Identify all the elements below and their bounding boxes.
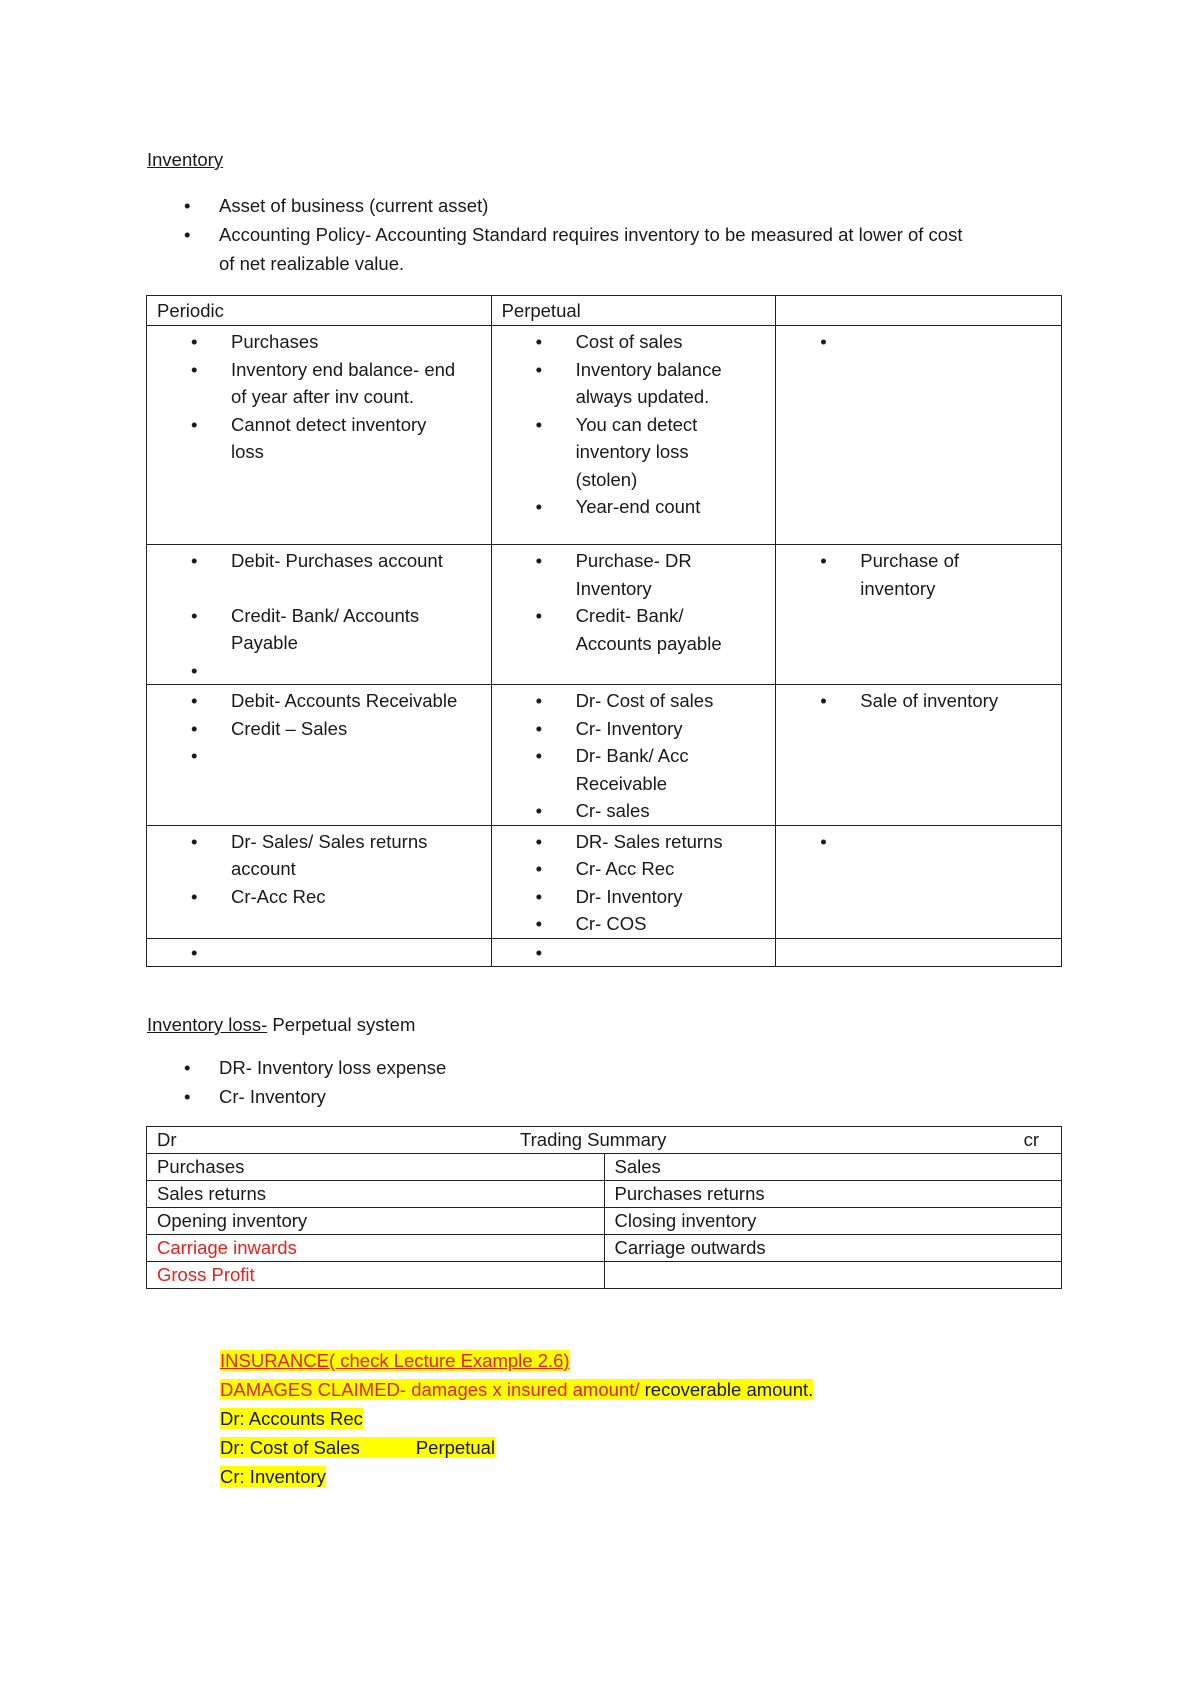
- bullet-icon: •: [820, 690, 827, 711]
- bullet-icon: •: [535, 941, 543, 963]
- bullet-icon: •: [535, 413, 543, 435]
- table-header-cell: Periodic: [147, 296, 492, 326]
- bullet-icon: •: [191, 550, 198, 571]
- bullet-icon: •: [535, 605, 543, 626]
- bullet-icon: •: [191, 413, 198, 435]
- perpetual-cell: • Purchase- DR Inventory • Credit- Bank/ Accounts payable: [491, 545, 776, 685]
- bullet-icon: •: [535, 496, 543, 517]
- bullet-icon: •: [191, 659, 198, 681]
- table-header-cell: [776, 296, 1062, 326]
- perpetual-cell: [491, 938, 776, 967]
- heading-inventory: Inventory: [147, 149, 224, 170]
- bullet-icon: •: [191, 745, 198, 766]
- list-item: • DR- Inventory loss expense: [147, 1053, 446, 1082]
- table-row: Gross Profit: [147, 1262, 1062, 1289]
- bullet-icon: •: [184, 224, 191, 245]
- note-cell: • Sale of inventory: [776, 685, 1062, 826]
- loss-bullet-list: [147, 1053, 446, 1111]
- perpetual-cell: • DR- Sales returns • Cr- Acc Rec • Dr- Inventory • Cr- COS: [491, 825, 776, 938]
- note-cell: • Purchase of inventory: [776, 545, 1062, 685]
- list-item: • Asset of business (current asset): [147, 191, 963, 220]
- bullet-icon: •: [191, 690, 198, 711]
- table-row: Carriage inwards Carriage outwards: [147, 1235, 1062, 1262]
- bullet-icon: •: [184, 1057, 191, 1078]
- note-cell: [776, 825, 1062, 938]
- table-row: [147, 545, 1062, 685]
- bullet-icon: •: [535, 358, 543, 380]
- bullet-icon: •: [535, 885, 543, 907]
- dr-label: Dr: [157, 1129, 177, 1150]
- bullet-icon: •: [535, 858, 543, 879]
- cr-label: cr: [1023, 1129, 1039, 1150]
- bullet-icon: •: [191, 830, 198, 852]
- periodic-cell: • Debit- Purchases account • Credit- Bank/ Accounts Payable •: [147, 545, 492, 685]
- table-header-cell: Perpetual: [491, 296, 776, 326]
- table-row: Opening inventory Closing inventory: [147, 1208, 1062, 1235]
- intro-bullet-list: [147, 191, 963, 278]
- bullet-icon: •: [535, 550, 543, 571]
- periodic-cell: • Dr- Sales/ Sales returns account • Cr-Acc Rec: [147, 825, 492, 938]
- table-row: [147, 326, 1062, 545]
- note-cell: [776, 326, 1062, 545]
- table-row: [147, 825, 1062, 938]
- table-row: Sales returns Purchases returns: [147, 1181, 1062, 1208]
- bullet-icon: •: [535, 800, 543, 821]
- table-row: Purchases Sales: [147, 1154, 1062, 1181]
- dr-accounts-rec-line: Dr: Accounts Rec: [220, 1408, 363, 1429]
- list-item: • Accounting Policy- Accounting Standard requires inventory to be measured at lower of cost: [147, 220, 963, 249]
- periodic-cell: • Debit- Accounts Receivable • Credit – Sales •: [147, 685, 492, 826]
- bullet-icon: •: [191, 604, 198, 626]
- bullet-icon: •: [191, 885, 198, 907]
- bullet-icon: •: [191, 331, 198, 352]
- bullet-icon: •: [191, 717, 198, 739]
- bullet-icon: •: [535, 690, 543, 711]
- insurance-line: INSURANCE( check Lecture Example 2.6): [220, 1350, 570, 1371]
- bullet-icon: •: [184, 195, 191, 216]
- perpetual-cell: • Cost of sales • Inventory balance always updated. • You can detect inventory loss (stolen) • Year-end count: [491, 326, 776, 545]
- trading-summary-title: Trading Summary: [520, 1129, 667, 1150]
- table-row: [147, 938, 1062, 967]
- damages-claimed-line: DAMAGES CLAIMED- damages x insured amount/ recoverable amount.: [220, 1379, 814, 1400]
- list-item: • Cr- Inventory: [147, 1082, 446, 1111]
- trading-summary-header: [147, 1127, 1062, 1154]
- bullet-icon: •: [535, 913, 543, 934]
- periodic-cell: • Purchases • Inventory end balance- end of year after inv count. • Cannot detect inventory loss: [147, 326, 492, 545]
- bullet-icon: •: [535, 830, 543, 852]
- bullet-icon: •: [535, 717, 543, 739]
- bullet-icon: •: [191, 358, 198, 380]
- perpetual-cell: • Dr- Cost of sales • Cr- Inventory • Dr- Bank/ Acc Receivable • Cr- sales: [491, 685, 776, 826]
- table-row: [147, 685, 1062, 826]
- bullet-icon: •: [820, 550, 827, 571]
- bullet-icon: •: [184, 1086, 191, 1107]
- trading-summary-table: [146, 1126, 1062, 1289]
- bullet-icon: •: [820, 830, 827, 852]
- systems-table: [146, 295, 1062, 967]
- periodic-cell: [147, 938, 492, 967]
- bullet-icon: •: [820, 331, 827, 352]
- dr-cost-of-sales-line: Dr: Cost of Sales Perpetual: [220, 1437, 496, 1458]
- bullet-icon: •: [535, 331, 543, 352]
- bullet-icon: •: [535, 745, 543, 766]
- note-cell: [776, 938, 1062, 967]
- cr-inventory-line: Cr: Inventory: [220, 1466, 326, 1487]
- bullet-icon: •: [191, 941, 198, 963]
- inventory-loss-heading: Inventory loss- Perpetual system: [147, 1014, 416, 1035]
- list-item-continuation: of net realizable value.: [219, 253, 405, 274]
